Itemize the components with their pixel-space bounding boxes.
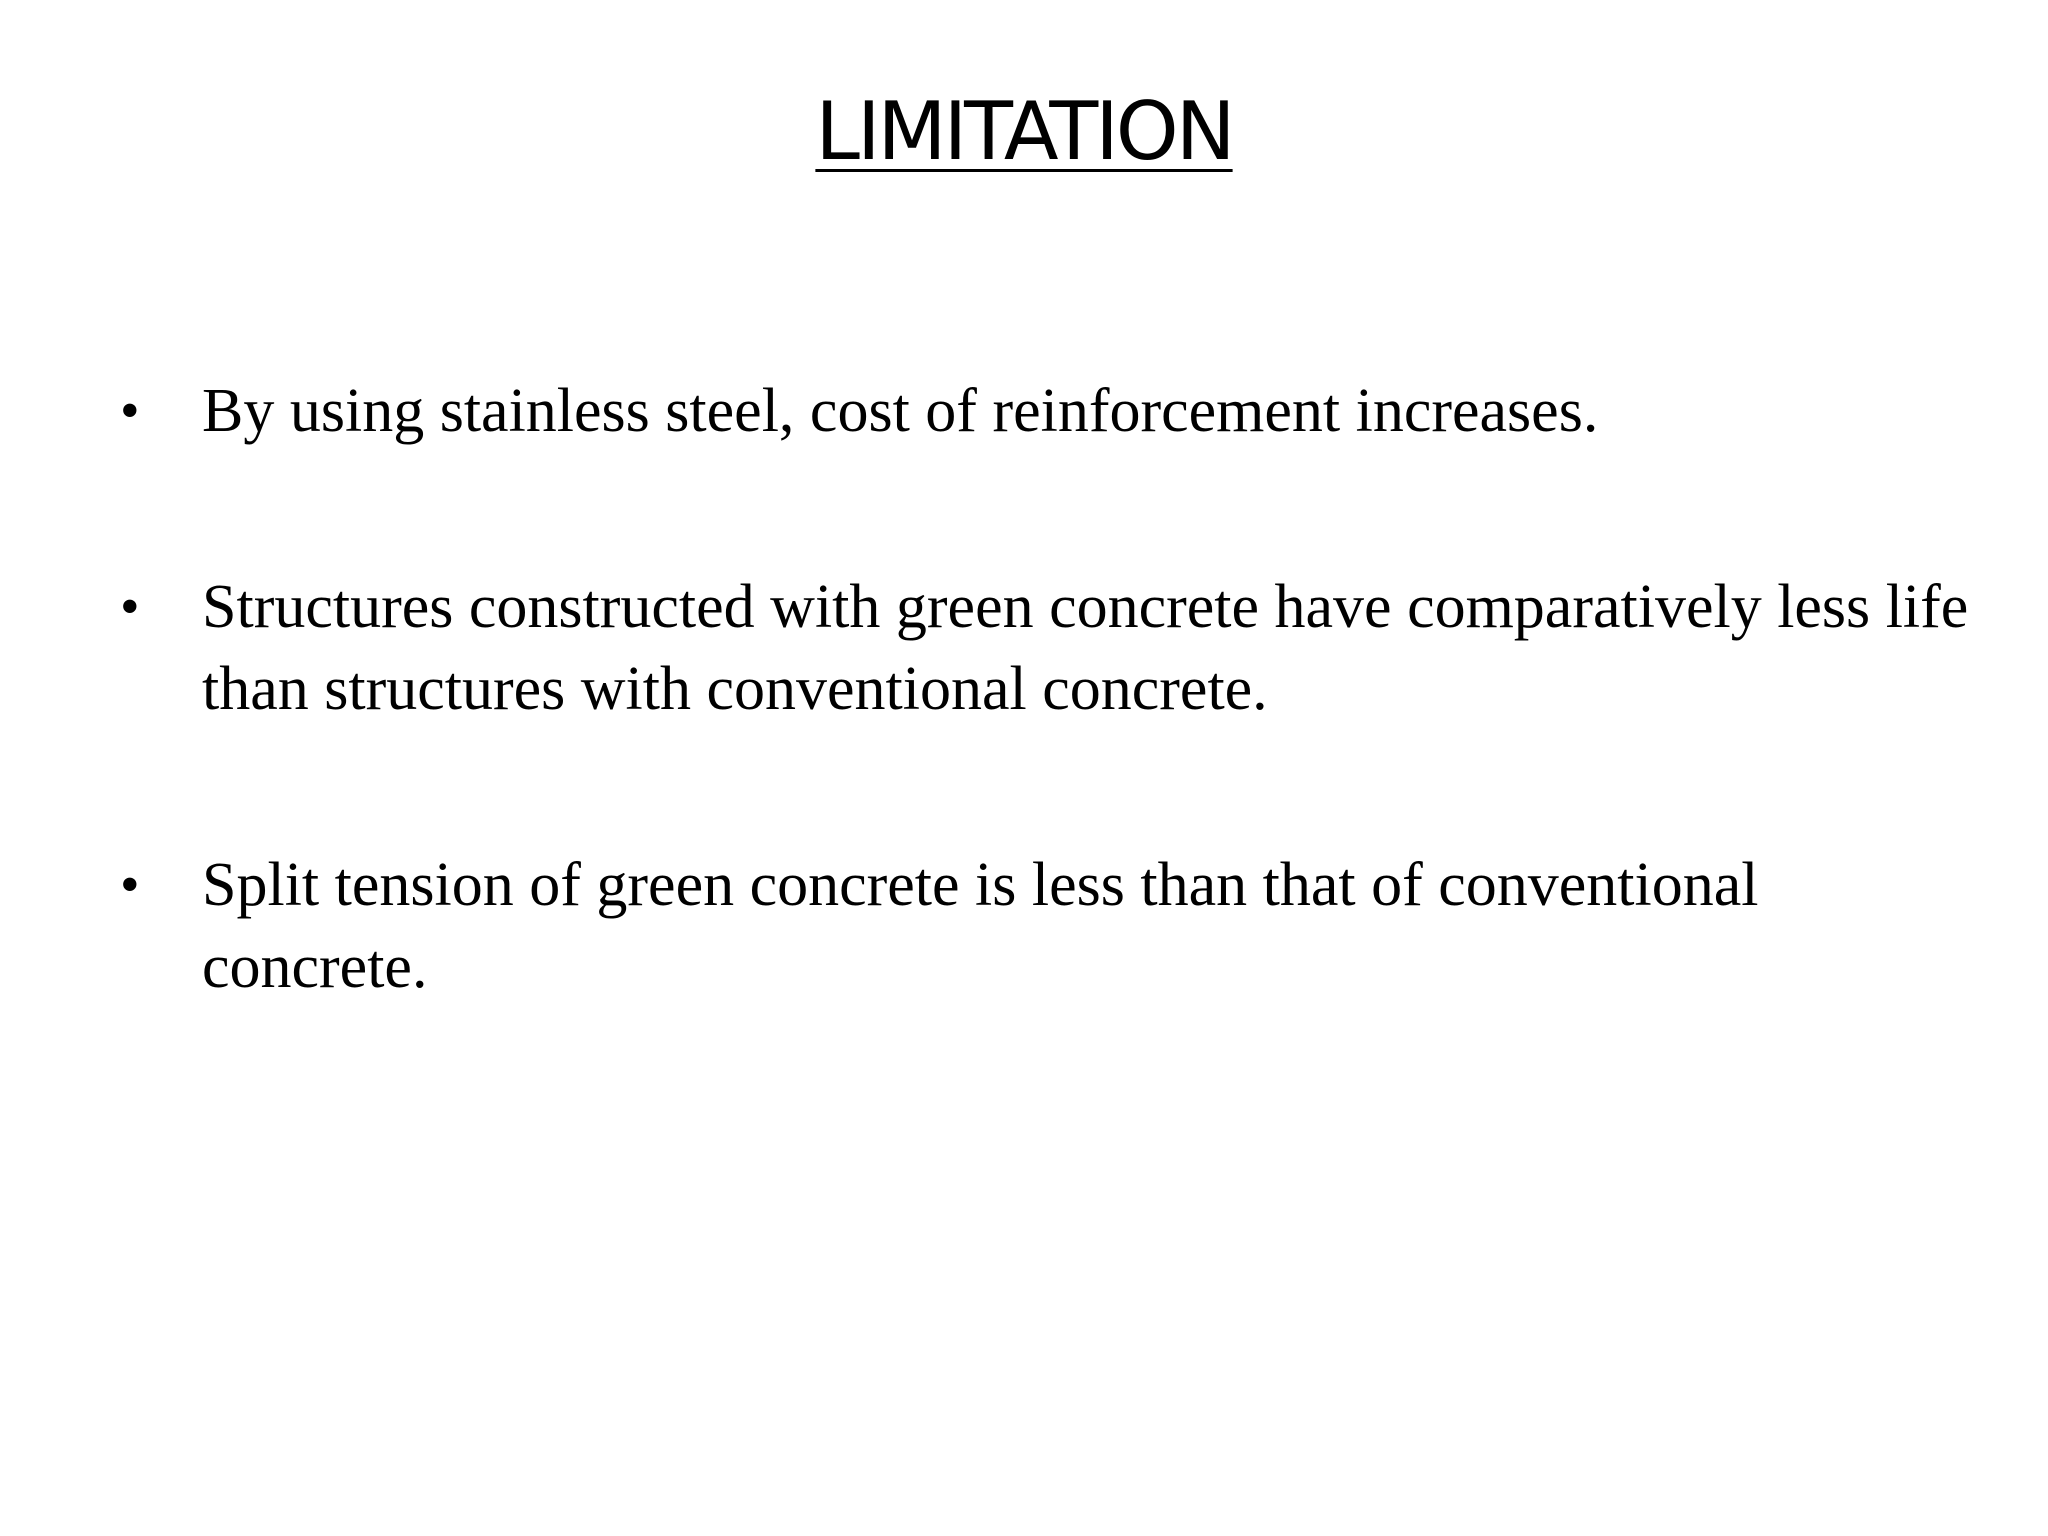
bullet-icon: •	[120, 576, 140, 638]
bullet-text-3: Split tension of green concrete is less than that of conventional concrete.	[202, 851, 1759, 1001]
bullet-icon: •	[120, 854, 140, 916]
bullet-text-2: Structures constructed with green concrete have comparatively less life than structures with conventional concrete.	[202, 573, 1969, 723]
slide-title	[0, 85, 2048, 178]
bullet-item-2	[120, 566, 1980, 730]
bullet-item-1	[120, 370, 1980, 452]
bullet-item-3	[120, 844, 1980, 1008]
bullet-text-1: By using stainless steel, cost of reinforcement increases.	[202, 377, 1599, 445]
bullet-list	[120, 370, 1980, 1122]
slide-title-text: LIMITATION	[815, 85, 1233, 178]
bullet-icon: •	[120, 380, 140, 442]
